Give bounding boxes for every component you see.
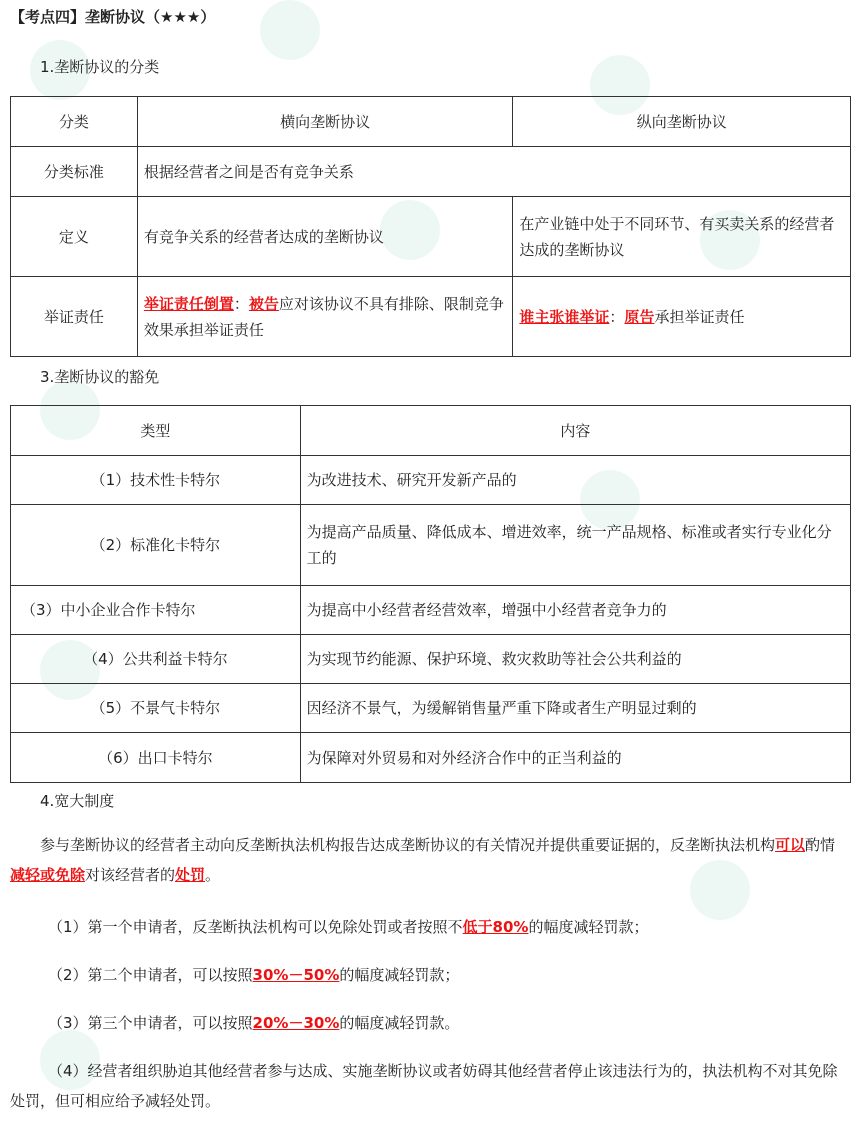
table-header-cell: 纵向垄断协议 [513, 97, 851, 147]
leniency-item-1 [48, 912, 850, 942]
highlight-text: 原告 [624, 307, 655, 326]
text: 参与垄断协议的经营者主动向反垄断执法机构报告达成垄断协议的有关情况并提供重要证据的，反垄断执法机构 [40, 836, 776, 854]
leniency-item-3 [48, 1008, 850, 1038]
highlight-text: 谁主张谁举证 [519, 307, 610, 326]
row-label-burden: 举证责任 [11, 277, 138, 357]
leniency-item-4: （4）经营者组织胁迫其他经营者参与达成、实施垄断协议或者妨碍其他经营者停止该违法行为的，执法机构不对其免除处罚，但可相应给予减轻处罚。 [10, 1062, 838, 1110]
text: 。 [205, 866, 221, 884]
text: ： [609, 307, 625, 326]
text: ： [233, 294, 249, 313]
text: 的幅度减轻罚款； [528, 918, 649, 936]
exemption-type: （4）公共利益卡特尔 [11, 635, 301, 684]
table-header-cell: 类型 [11, 406, 301, 456]
definition-horizontal: 有竞争关系的经营者达成的垄断协议 [137, 197, 513, 277]
exemption-table [10, 405, 851, 783]
table-header-cell: 内容 [300, 406, 850, 456]
exemption-type: （3）中小企业合作卡特尔 [11, 586, 301, 635]
table-header-cell: 横向垄断协议 [137, 97, 513, 147]
page-title: 【考点四】垄断协议（★★★） [10, 8, 216, 26]
burden-vertical [513, 277, 851, 357]
exemption-type: （2）标准化卡特尔 [11, 505, 301, 586]
watermark-logo [260, 0, 320, 60]
highlight-text: 可以 [775, 836, 806, 854]
text: （2）第二个申请者，可以按照 [48, 966, 253, 984]
section-heading-classification: 1.垄断协议的分类 [40, 58, 160, 76]
text: 承担举证责任 [654, 307, 745, 326]
exemption-type: （5）不景气卡特尔 [11, 684, 301, 733]
text: （1）第一个申请者，反垄断执法机构可以免除处罚或者按照不 [48, 918, 463, 936]
highlight-text: 低于80% [462, 918, 529, 936]
exemption-content: 为提高产品质量、降低成本、增进效率，统一产品规格、标准或者实行专业化分工的 [300, 505, 850, 586]
row-label-definition: 定义 [11, 197, 138, 277]
leniency-intro-paragraph [10, 830, 850, 890]
exemption-content: 为提高中小经营者经营效率，增强中小经营者竞争力的 [300, 586, 850, 635]
exemption-content: 为改进技术、研究开发新产品的 [300, 456, 850, 505]
text: 酌情 [805, 836, 836, 854]
text: 应对该协议不具有排除、限制竞争效果承担举证责任 [143, 294, 504, 339]
highlight-text: 被告 [248, 294, 279, 313]
text: （3）第三个申请者，可以按照 [48, 1014, 253, 1032]
highlight-text: 20%－30% [252, 1014, 340, 1032]
exemption-content: 为保障对外贸易和对外经济合作中的正当利益的 [300, 733, 850, 783]
exemption-content: 为实现节约能源、保护环境、救灾救助等社会公共利益的 [300, 635, 850, 684]
table-header-cell: 分类 [11, 97, 138, 147]
highlight-text: 处罚 [175, 866, 206, 884]
standard-value: 根据经营者之间是否有竞争关系 [137, 147, 850, 197]
burden-horizontal [137, 277, 513, 357]
exemption-content: 因经济不景气，为缓解销售量严重下降或者生产明显过剩的 [300, 684, 850, 733]
text: 的幅度减轻罚款。 [339, 1014, 460, 1032]
highlight-text: 30%－50% [252, 966, 340, 984]
exemption-type: （6）出口卡特尔 [11, 733, 301, 783]
definition-vertical: 在产业链中处于不同环节、有买卖关系的经营者达成的垄断协议 [513, 197, 851, 277]
row-label-standard: 分类标准 [11, 147, 138, 197]
classification-table [10, 96, 851, 357]
highlight-text: 举证责任倒置 [143, 294, 234, 313]
text: 的幅度减轻罚款； [339, 966, 460, 984]
section-heading-exemption: 3.垄断协议的豁免 [40, 368, 160, 386]
section-heading-leniency: 4.宽大制度 [40, 792, 115, 810]
leniency-item-2 [48, 960, 850, 990]
highlight-text: 减轻或免除 [10, 866, 86, 884]
exemption-type: （1）技术性卡特尔 [11, 456, 301, 505]
text: 对该经营者的 [85, 866, 176, 884]
